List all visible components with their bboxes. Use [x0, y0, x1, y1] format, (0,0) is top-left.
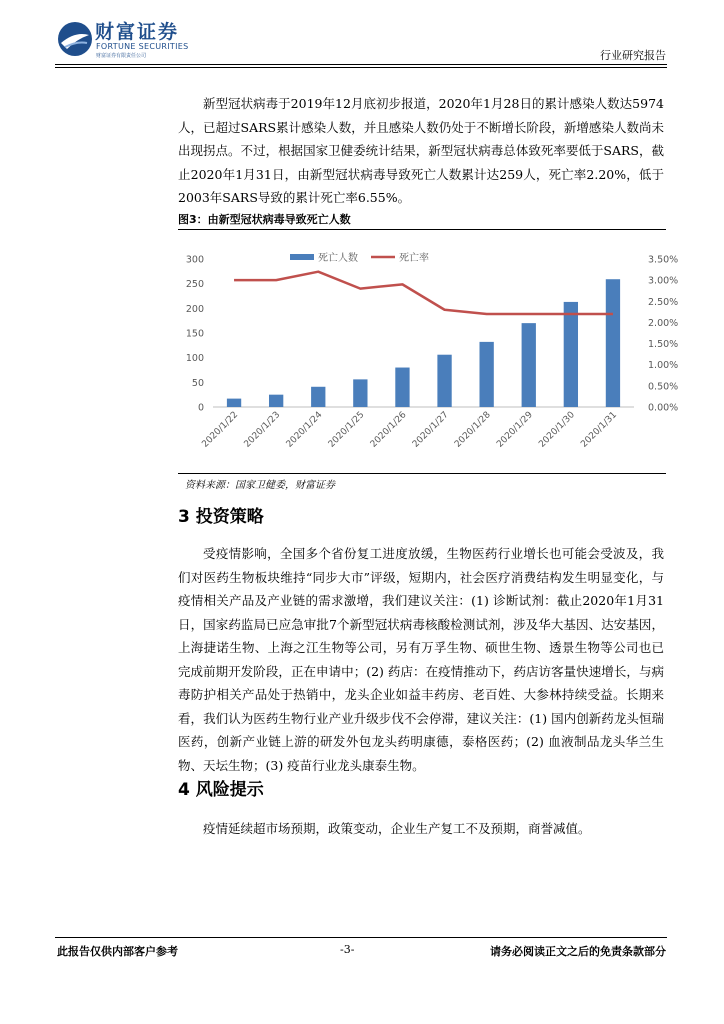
bar-deaths [564, 302, 578, 407]
left-axis-tick-label: 150 [185, 328, 204, 340]
x-axis-tick-label: 2020/1/24 [284, 410, 325, 450]
right-axis-tick-label: 1.00% [648, 360, 679, 372]
x-axis-tick-label: 2020/1/25 [326, 410, 367, 450]
right-axis-tick-label: 2.00% [648, 317, 679, 329]
line-series-rate [234, 272, 613, 314]
x-axis-tick-label: 2020/1/23 [242, 410, 283, 450]
logo-subtitle: 财富证券有限责任公司 [96, 53, 147, 59]
bar-deaths [606, 279, 620, 407]
bar-deaths [437, 355, 451, 407]
figure-top-rule [178, 229, 666, 230]
x-axis-tick-label: 2020/1/29 [495, 410, 535, 450]
right-axis-tick-label: 2.50% [648, 296, 679, 308]
figure-source: 资料来源：国家卫健委，财富证券 [185, 480, 335, 491]
x-axis-ticks [200, 410, 619, 450]
right-axis-tick-label: 1.50% [648, 339, 679, 351]
x-axis-tick-label: 2020/1/28 [453, 410, 493, 450]
line-death-rate [234, 272, 613, 314]
legend-label-rate: 死亡率 [399, 253, 429, 264]
logo-english-name: FORTUNE SECURITIES [96, 42, 189, 51]
x-axis-tick-label: 2020/1/30 [537, 410, 577, 450]
figure-bottom-rule [178, 473, 666, 474]
header-rule-thin [55, 67, 667, 68]
right-axis-tick-label: 3.00% [648, 275, 679, 287]
header-rule [55, 64, 667, 65]
figure-title: 图3：由新型冠状病毒导致死亡人数 [178, 213, 351, 226]
section-4-heading: 4 风险提示 [178, 780, 264, 800]
left-axis-tick-label: 300 [185, 254, 204, 266]
footer-rule [55, 937, 667, 938]
left-axis-tick-label: 250 [185, 279, 204, 291]
death-count-chart [178, 232, 679, 472]
intro-paragraph: 新型冠状病毒于2019年12月底初步报道，2020年1月28日的累计感染人数达5974人，已超过SARS累计感染人数，并且感染人数仍处于不断增长阶段，新增感染人数尚未出现拐点。不过，根据国家卫健委统计结果，新型冠状病毒总体致死率要低于SARS，截止2020年1月31日，由新型冠状病毒导致死亡人数累计达259人，死亡率2.20%，低于2003年SARS导致的累计死亡率6.55%。 [178, 96, 664, 205]
x-axis-tick-label: 2020/1/31 [579, 410, 620, 450]
right-axis-tick-label: 0.50% [648, 381, 679, 393]
bar-deaths [522, 323, 536, 407]
section-3-paragraph: 受疫情影响，全国多个省份复工进度放缓，生物医药行业增长也可能会受波及，我们对医药生物板块维持“同步大市”评级，短期内，社会医疗消费结构发生明显变化，与疫情相关产品及产业链的需求激增，我们建议关注：(1) 诊断试剂：截止2020年1月31日，国家药监局已应急审批7个新型冠状病毒核酸检测试剂，涉及华大基因、达安基因，上海捷诺生物、上海之江生物等公司，另有万孚生物、硕世生物、透景生物等公司也已完成前期开发阶段，正在申请中；(2) 药店：在疫情推动下，药店访客量快速增长，与病毒防护相关产品处于热销中，龙头企业如益丰药房、老百姓、大参林持续受益。长期来看，我们认为医药生物行业产业升级步伐不会停滞，建议关注：(1) 国内创新药龙头恒瑞医药，创新产业链上游的研发外包龙头药明康德，泰格医药；(2) 血液制品龙头华兰生物、天坛生物；(3) 疫苗行业龙头康泰生物。 [178, 546, 664, 773]
right-axis-ticks [648, 255, 678, 414]
left-axis-tick-label: 0 [197, 402, 204, 414]
x-axis-tick-label: 2020/1/27 [410, 410, 451, 450]
footer-notice: 请务必阅读正文之后的免责条款部分 [490, 945, 666, 958]
page-number: -3- [340, 943, 355, 956]
x-axis-tick-label: 2020/1/26 [368, 410, 409, 450]
left-axis-tick-label: 50 [191, 377, 204, 389]
left-axis-tick-label: 200 [185, 303, 204, 315]
section-4-paragraph: 疫情延续超市场预期，政策变动，企业生产复工不及预期，商誉减值。 [203, 821, 591, 836]
x-axis-tick-label: 2020/1/22 [200, 410, 241, 450]
footer-disclaimer: 此报告仅供内部客户参考 [57, 945, 178, 958]
left-axis-tick-label: 100 [185, 353, 204, 365]
report-type: 行业研究报告 [600, 49, 666, 62]
bar-deaths [311, 387, 325, 407]
left-axis-ticks [186, 255, 204, 414]
logo-chinese-name: 财富证券 [95, 21, 180, 43]
legend-label-deaths: 死亡人数 [318, 253, 358, 264]
bar-deaths [269, 395, 283, 407]
chart-legend [290, 251, 429, 264]
bar-deaths [395, 368, 409, 407]
bar-deaths [479, 342, 493, 407]
right-axis-tick-label: 3.50% [648, 254, 679, 266]
bar-deaths [227, 399, 241, 407]
bar-deaths [353, 379, 367, 407]
legend-swatch-deaths [290, 254, 314, 260]
right-axis-tick-label: 0.00% [648, 402, 679, 414]
company-logo [55, 17, 95, 65]
section-3-heading: 3 投资策略 [178, 507, 264, 527]
